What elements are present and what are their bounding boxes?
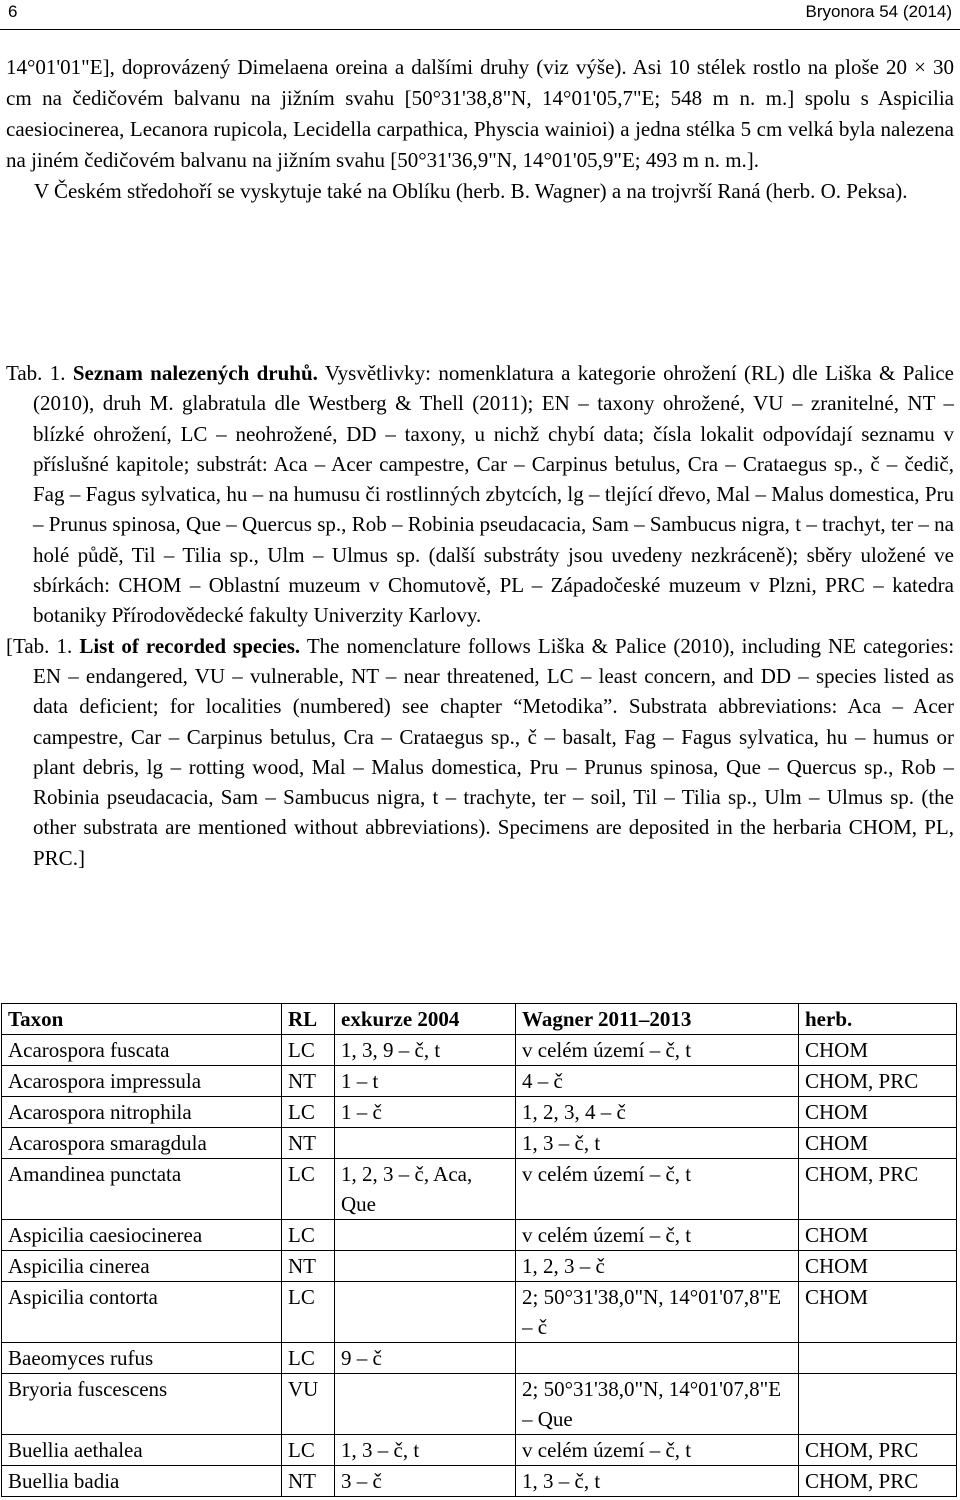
cell-herb: CHOM, PRC	[799, 1066, 957, 1097]
cell-rl: NT	[282, 1251, 335, 1282]
cell-taxon: Acarospora nitrophila	[2, 1097, 282, 1128]
cell-wagner: v celém území – č, t	[516, 1035, 799, 1066]
header-rule	[0, 29, 960, 30]
cell-rl: VU	[282, 1374, 335, 1435]
cell-taxon: Baeomyces rufus	[2, 1343, 282, 1374]
caption-en-title: List of recorded species.	[79, 633, 301, 658]
cell-taxon: Bryoria fuscescens	[2, 1374, 282, 1435]
cell-wagner: v celém území – č, t	[516, 1159, 799, 1220]
paragraph-locality: 14°01'01"E], doprovázený Dimelaena oreina a dalšími druhy (viz výše). Asi 10 stélek rostlo na ploše 20 × 30 cm na čedičovém balvanu na jižním svahu [50°31'38,8"N, 14°01'05,7"E; 548 m n. m.] spolu s Aspicilia caesiocinerea, Lecanora rupicola, Lecidella carpathica, Physcia wainioi) a jedna stélka 5 cm velká byla nalezena na jiném čedičovém balvanu na jižním svahu [50°31'36,9"N, 14°01'05,9"E; 493 m n. m.].	[6, 55, 954, 172]
table-row	[2, 1220, 957, 1251]
header-taxon: Taxon	[2, 1004, 282, 1035]
header-herb: herb.	[799, 1004, 957, 1035]
cell-wagner: 1, 2, 3 – č	[516, 1251, 799, 1282]
cell-wagner: 1, 3 – č, t	[516, 1466, 799, 1497]
caption-en-text: The nomenclature follows Liška & Palice (2010), including NE categories: EN – endangered, VU – vulnerable, NT – near threatened, LC – least concern, and DD – species listed as data deficient; for localities (numbered) see chapter “Metodika”. Substrata abbreviations: Aca – Acer campestre, Car – Carpinus betulus, Cra – Crataegus sp., č – basalt, Fag – Fagus sylvatica, hu – humus or plant debris, lg – rotting wood, Mal – Malus domestica, Pru – Prunus spinosa, Que – Quercus sp., Rob – Robinia pseudacacia, Sam – Sambucus nigra, t – trachyte, ter – soil, Til – Tilia sp., Ulm – Ulmus sp. (the other substrata are mentioned without abbreviations). Specimens are deposited in the herbaria CHOM, PL, PRC.]	[33, 633, 955, 870]
caption-en-label: Tab. 1.	[13, 633, 73, 658]
cell-exkurze: 1, 3 – č, t	[335, 1435, 516, 1466]
cell-exkurze	[335, 1282, 516, 1343]
table-row	[2, 1282, 957, 1343]
cell-wagner	[516, 1343, 799, 1374]
table-row	[2, 1097, 957, 1128]
cell-exkurze: 1, 2, 3 – č, Aca, Que	[335, 1159, 516, 1220]
cell-rl: LC	[282, 1159, 335, 1220]
cell-herb: CHOM, PRC	[799, 1159, 957, 1220]
table-row	[2, 1374, 957, 1435]
cell-wagner: 4 – č	[516, 1066, 799, 1097]
cell-exkurze	[335, 1220, 516, 1251]
cell-wagner: 1, 3 – č, t	[516, 1128, 799, 1159]
cell-rl: LC	[282, 1220, 335, 1251]
cell-rl: LC	[282, 1035, 335, 1066]
cell-rl: NT	[282, 1466, 335, 1497]
cell-rl: LC	[282, 1097, 335, 1128]
cell-herb: CHOM	[799, 1220, 957, 1251]
cell-exkurze	[335, 1128, 516, 1159]
cell-taxon: Buellia aethalea	[2, 1435, 282, 1466]
paragraph-distribution: V Českém středohoří se vyskytuje také na Oblíku (herb. B. Wagner) a na trojvrší Raná (herb. O. Peksa).	[34, 179, 908, 203]
cell-taxon: Acarospora fuscata	[2, 1035, 282, 1066]
cell-exkurze: 1 – č	[335, 1097, 516, 1128]
table-row	[2, 1035, 957, 1066]
table-row	[2, 1435, 957, 1466]
cell-herb: CHOM	[799, 1128, 957, 1159]
cell-exkurze	[335, 1374, 516, 1435]
table-row	[2, 1251, 957, 1282]
cell-rl: LC	[282, 1343, 335, 1374]
cell-herb: CHOM, PRC	[799, 1435, 957, 1466]
cell-herb: CHOM	[799, 1251, 957, 1282]
cell-herb	[799, 1374, 957, 1435]
cell-exkurze: 9 – č	[335, 1343, 516, 1374]
cell-rl: NT	[282, 1128, 335, 1159]
cell-exkurze: 1, 3, 9 – č, t	[335, 1035, 516, 1066]
cell-taxon: Buellia badia	[2, 1466, 282, 1497]
table-row	[2, 1343, 957, 1374]
cell-exkurze	[335, 1251, 516, 1282]
cell-exkurze: 3 – č	[335, 1466, 516, 1497]
cell-rl: NT	[282, 1066, 335, 1097]
table-caption	[6, 358, 954, 873]
page-header	[0, 0, 960, 30]
cell-wagner: v celém území – č, t	[516, 1435, 799, 1466]
journal-title: Bryonora 54 (2014)	[805, 2, 952, 21]
caption-czech	[6, 358, 954, 631]
table-row	[2, 1128, 957, 1159]
table-row	[2, 1066, 957, 1097]
cell-wagner: v celém území – č, t	[516, 1220, 799, 1251]
cell-herb: CHOM	[799, 1035, 957, 1066]
header-exkurze: exkurze 2004	[335, 1004, 516, 1035]
cell-wagner: 1, 2, 3, 4 – č	[516, 1097, 799, 1128]
caption-cz-title: Seznam nalezených druhů.	[72, 361, 318, 385]
cell-taxon: Aspicilia caesiocinerea	[2, 1220, 282, 1251]
cell-wagner: 2; 50°31'38,0"N, 14°01'07,8"E – č	[516, 1282, 799, 1343]
caption-english	[6, 631, 954, 873]
table-row	[2, 1466, 957, 1497]
cell-taxon: Amandinea punctata	[2, 1159, 282, 1220]
species-table	[1, 1003, 957, 1497]
cell-herb: CHOM	[799, 1282, 957, 1343]
cell-herb: CHOM	[799, 1097, 957, 1128]
cell-taxon: Aspicilia contorta	[2, 1282, 282, 1343]
table-header-row	[2, 1004, 957, 1035]
cell-rl: LC	[282, 1435, 335, 1466]
caption-en-bracket: [	[6, 633, 13, 658]
cell-wagner: 2; 50°31'38,0"N, 14°01'07,8"E – Que	[516, 1374, 799, 1435]
header-wagner: Wagner 2011–2013	[516, 1004, 799, 1035]
cell-taxon: Acarospora smaragdula	[2, 1128, 282, 1159]
cell-herb	[799, 1343, 957, 1374]
cell-exkurze: 1 – t	[335, 1066, 516, 1097]
body-text	[6, 52, 954, 207]
cell-taxon: Acarospora impressula	[2, 1066, 282, 1097]
caption-cz-text: Vysvětlivky: nomenklatura a kategorie ohrožení (RL) dle Liška & Palice (2010), druh M. glabratula dle Westberg & Thell (2011); EN – taxony ohrožené, VU – zranitelné, NT – blízké ohrožení, LC – neohrožené, DD – taxony, u nichž chybí data; čísla lokalit odpovídají seznamu v příslušné kapitole; substrát: Aca – Acer campestre, Car – Carpinus betulus, Cra – Crataegus sp., č – čedič, Fag – Fagus sylvatica, hu – na humusu či rostlinných zbytcích, lg – tlející dřevo, Mal – Malus domestica, Pru – Prunus spinosa, Que – Quercus sp., Rob – Robinia pseudacacia, Sam – Sambucus nigra, t – trachyt, ter – na holé půdě, Til – Tilia sp., Ulm – Ulmus sp. (další substráty jsou uvedeny nezkráceně); sběry uložené ve sbírkách: CHOM – Oblastní muzeum v Chomutově, PL – Západočeské muzeum v Plzni, PRC – katedra botaniky Přírodovědecké fakulty Univerzity Karlovy.	[33, 361, 955, 628]
header-rl: RL	[282, 1004, 335, 1035]
cell-taxon: Aspicilia cinerea	[2, 1251, 282, 1282]
cell-rl: LC	[282, 1282, 335, 1343]
page-number: 6	[8, 2, 18, 21]
cell-herb: CHOM, PRC	[799, 1466, 957, 1497]
table-row	[2, 1159, 957, 1220]
caption-cz-label: Tab. 1.	[6, 361, 66, 385]
